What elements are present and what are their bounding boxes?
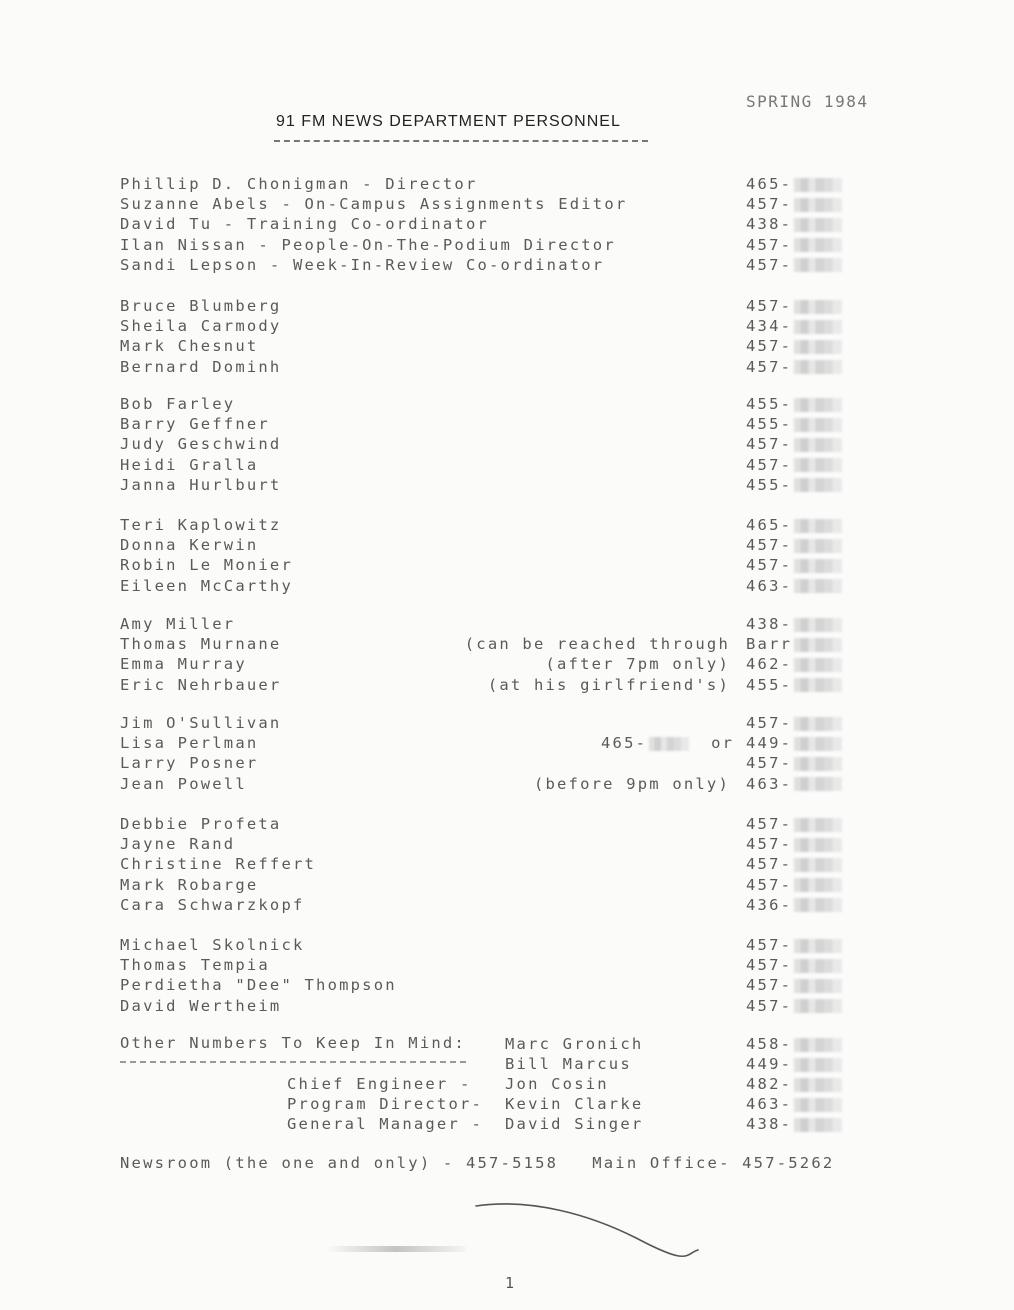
personnel-row: [0, 733, 1014, 753]
phone-number: [746, 414, 842, 434]
redacted-digits: [794, 340, 842, 354]
personnel-row: [0, 515, 1014, 535]
phone-prefix: 463-: [746, 1095, 793, 1113]
contact-name: David Singer: [505, 1115, 644, 1133]
phone-prefix: 457-: [746, 976, 793, 995]
phone-prefix: 462-: [746, 655, 793, 674]
phone-number: [746, 634, 842, 654]
redacted-digits: [794, 198, 842, 212]
phone-number: [746, 1074, 842, 1094]
phone-number: [746, 535, 842, 555]
person-name: Amy Miller: [120, 615, 236, 633]
personnel-row: [0, 214, 1014, 234]
personnel-row: [0, 255, 1014, 275]
phone-prefix: 463-: [746, 576, 793, 595]
role-label: General Manager -: [287, 1115, 484, 1133]
phone-number: [746, 854, 842, 874]
phone-prefix: 465-: [746, 175, 793, 193]
phone-number: [746, 834, 842, 854]
person-name: Sheila Carmody: [120, 317, 282, 336]
phone-number: [746, 1034, 842, 1054]
person-name: Barry Geffner: [120, 415, 270, 434]
person-name: Bruce Blumberg: [120, 297, 282, 315]
personnel-row: [0, 774, 1014, 794]
redacted-digits: [794, 559, 842, 573]
phone-number: [746, 174, 842, 194]
phone-prefix: 457-: [746, 435, 793, 454]
phone-prefix: 465-: [746, 516, 793, 534]
personnel-row: [0, 475, 1014, 495]
person-name: Suzanne Abels - On-Campus Assignments Editor: [120, 195, 628, 214]
phone-prefix: 457-: [746, 235, 793, 254]
phone-prefix: 463-: [746, 774, 793, 793]
redacted-digits: [794, 300, 842, 314]
phone-number: [746, 555, 842, 575]
phone-prefix: 457-: [746, 815, 793, 833]
phone-number: [746, 774, 842, 794]
redacted-digits: [794, 999, 842, 1013]
contact-name: Bill Marcus: [505, 1055, 632, 1073]
personnel-row: [0, 753, 1014, 773]
phone-prefix: 457-: [746, 855, 793, 874]
phone-number: [746, 935, 842, 955]
personnel-row: [0, 975, 1014, 995]
newsroom-number: Newsroom (the one and only) - 457-5158: [120, 1154, 559, 1172]
person-name: Jean Powell: [120, 774, 247, 793]
phone-prefix: 457-: [746, 195, 793, 214]
redacted-digits: [794, 838, 842, 852]
person-name: Thomas Murnane: [120, 635, 282, 654]
title-underline: [274, 140, 648, 142]
person-name: Mark Chesnut: [120, 337, 259, 356]
personnel-row: [0, 555, 1014, 575]
redacted-digits: [794, 478, 842, 492]
redacted-digits: [649, 737, 689, 751]
personnel-row: [0, 854, 1014, 874]
redacted-digits: [794, 539, 842, 553]
other-numbers-underline: [120, 1061, 466, 1063]
redacted-digits: [794, 1078, 842, 1092]
contact-note: (before 9pm only): [533, 774, 730, 793]
person-name: Sandi Lepson - Week-In-Review Co-ordinator: [120, 255, 605, 274]
redacted-digits: [794, 1038, 842, 1052]
person-name: Phillip D. Chonigman - Director: [120, 175, 478, 193]
redacted-digits: [794, 519, 842, 533]
person-name: Michael Skolnick: [120, 936, 305, 954]
redacted-digits: [794, 258, 842, 272]
person-name: David Tu - Training Co-ordinator: [120, 215, 490, 234]
alternate-phone: [601, 733, 734, 753]
page-number: 1: [505, 1274, 515, 1292]
personnel-row: [0, 875, 1014, 895]
phone-prefix: 455-: [746, 475, 793, 494]
personnel-row: [0, 576, 1014, 596]
personnel-row: [0, 394, 1014, 414]
phone-prefix: 438-: [746, 615, 793, 633]
person-name: David Wertheim: [120, 996, 282, 1015]
phone-number: [746, 194, 842, 214]
phone-number: [746, 296, 842, 316]
other-numbers-label: Other Numbers To Keep In Mind:: [120, 1034, 466, 1052]
phone-prefix: 458-: [746, 1035, 793, 1053]
phone-number: [746, 733, 842, 753]
person-name: Christine Reffert: [120, 855, 317, 874]
person-name: Larry Posner: [120, 754, 259, 773]
person-name: Eileen McCarthy: [120, 576, 293, 595]
personnel-row: [0, 935, 1014, 955]
phone-number: [746, 1094, 842, 1114]
phone-prefix: 482-: [746, 1075, 793, 1093]
redacted-digits: [794, 737, 842, 751]
personnel-row: [0, 316, 1014, 336]
phone-number: [746, 235, 842, 255]
personnel-row: [0, 414, 1014, 434]
person-name: Debbie Profeta: [120, 815, 282, 833]
person-name: Jim O'Sullivan: [120, 714, 282, 732]
redacted-digits: [794, 959, 842, 973]
smudge-mark: [326, 1246, 466, 1252]
phone-prefix: 455-: [746, 415, 793, 434]
redacted-digits: [794, 458, 842, 472]
phone-prefix: 457-: [746, 337, 793, 356]
personnel-row: [0, 455, 1014, 475]
season-label: SPRING 1984: [746, 92, 869, 111]
person-name: Janna Hurlburt: [120, 475, 282, 494]
phone-prefix: 457-: [746, 536, 793, 555]
redacted-digits: [794, 218, 842, 232]
phone-number: [746, 955, 842, 975]
phone-number: [746, 434, 842, 454]
redacted-digits: [794, 398, 842, 412]
person-name: Emma Murray: [120, 655, 247, 674]
phone-number: [746, 475, 842, 495]
phone-prefix: 449-: [746, 734, 793, 753]
personnel-row: [0, 535, 1014, 555]
redacted-digits: [794, 658, 842, 672]
redacted-digits: [794, 757, 842, 771]
phone-number: [746, 654, 842, 674]
phone-prefix: 457-: [746, 996, 793, 1015]
alternate-phone-prefix: 465-: [601, 734, 648, 753]
phone-prefix: 434-: [746, 317, 793, 336]
phone-prefix: 457-: [746, 455, 793, 474]
personnel-row: [0, 174, 1014, 194]
personnel-row: [0, 895, 1014, 915]
phone-prefix: 457-: [746, 936, 793, 954]
contact-name: Kevin Clarke: [505, 1095, 644, 1113]
phone-prefix: 455-: [746, 675, 793, 694]
personnel-row: [0, 713, 1014, 733]
redacted-digits: [794, 360, 842, 374]
or-label: or: [711, 734, 735, 753]
redacted-digits: [794, 238, 842, 252]
phone-number: [746, 394, 842, 414]
phone-number: [746, 214, 842, 234]
personnel-row: [0, 434, 1014, 454]
person-name: Teri Kaplowitz: [120, 516, 282, 534]
personnel-row: [0, 194, 1014, 214]
person-name: Heidi Gralla: [120, 455, 259, 474]
contact-name: Marc Gronich: [505, 1035, 644, 1053]
personnel-row: [0, 675, 1014, 695]
redacted-digits: [794, 638, 842, 652]
personnel-row: [0, 614, 1014, 634]
person-name: Lisa Perlman: [120, 734, 259, 753]
person-name: Donna Kerwin: [120, 536, 259, 555]
phone-number: [746, 255, 842, 275]
phone-prefix: 457-: [746, 255, 793, 274]
redacted-digits: [794, 939, 842, 953]
phone-prefix: 457-: [746, 714, 793, 732]
person-name: Ilan Nissan - People-On-The-Podium Director: [120, 235, 616, 254]
page-title: 91 FM NEWS DEPARTMENT PERSONNEL: [276, 113, 621, 130]
contact-note: (after 7pm only): [545, 655, 730, 674]
phone-prefix: 455-: [746, 395, 793, 413]
person-name: Bernard Dominh: [120, 357, 282, 376]
person-name: Bob Farley: [120, 395, 236, 413]
role-label: Chief Engineer -: [287, 1075, 472, 1093]
redacted-digits: [794, 1118, 842, 1132]
phone-number: [746, 455, 842, 475]
personnel-row: [0, 654, 1014, 674]
contact-note: (can be reached through: [464, 635, 730, 654]
phone-number: [746, 713, 842, 733]
personnel-row: [0, 996, 1014, 1016]
role-label: Program Director-: [287, 1095, 484, 1113]
personnel-row: [0, 834, 1014, 854]
phone-prefix: 457-: [746, 357, 793, 376]
phone-number: [746, 357, 842, 377]
phone-number: [746, 875, 842, 895]
redacted-digits: [794, 717, 842, 731]
phone-prefix: 457-: [746, 956, 793, 975]
personnel-row: [0, 955, 1014, 975]
person-name: Perdietha "Dee" Thompson: [120, 976, 397, 995]
redacted-digits: [794, 979, 842, 993]
pen-stroke-mark: [470, 1196, 710, 1266]
redacted-digits: [794, 898, 842, 912]
redacted-digits: [794, 878, 842, 892]
person-name: Judy Geschwind: [120, 435, 282, 454]
phone-number: [746, 1114, 842, 1134]
phone-number: [746, 336, 842, 356]
redacted-digits: [794, 438, 842, 452]
phone-prefix: 457-: [746, 754, 793, 773]
footer-line: [120, 1154, 834, 1172]
redacted-digits: [794, 320, 842, 334]
phone-prefix: 449-: [746, 1055, 793, 1073]
personnel-row: [0, 357, 1014, 377]
redacted-digits: [794, 418, 842, 432]
redacted-digits: [794, 178, 842, 192]
redacted-digits: [794, 618, 842, 632]
phone-prefix: 457-: [746, 556, 793, 575]
phone-number: [746, 614, 842, 634]
redacted-digits: [794, 678, 842, 692]
phone-number: [746, 316, 842, 336]
phone-prefix: 438-: [746, 1115, 793, 1133]
phone-number: [746, 1054, 842, 1074]
contact-name: Jon Cosin: [505, 1075, 609, 1093]
redacted-digits: [794, 1058, 842, 1072]
redacted-digits: [794, 579, 842, 593]
personnel-row: [0, 634, 1014, 654]
phone-number: [746, 515, 842, 535]
person-name: Cara Schwarzkopf: [120, 895, 305, 914]
phone-prefix: 436-: [746, 895, 793, 914]
phone-prefix: 457-: [746, 835, 793, 854]
redacted-digits: [794, 1098, 842, 1112]
phone-prefix: 438-: [746, 215, 793, 234]
contact-note: (at his girlfriend's): [487, 675, 730, 694]
phone-prefix: 457-: [746, 875, 793, 894]
phone-prefix: Barr: [746, 635, 793, 654]
person-name: Mark Robarge: [120, 875, 259, 894]
phone-number: [746, 895, 842, 915]
phone-number: [746, 753, 842, 773]
phone-number: [746, 675, 842, 695]
phone-number: [746, 576, 842, 596]
person-name: Jayne Rand: [120, 835, 236, 854]
redacted-digits: [794, 777, 842, 791]
person-name: Thomas Tempia: [120, 956, 270, 975]
person-name: Eric Nehrbauer: [120, 675, 282, 694]
phone-number: [746, 996, 842, 1016]
personnel-row: [0, 296, 1014, 316]
redacted-digits: [794, 818, 842, 832]
phone-number: [746, 975, 842, 995]
phone-number: [746, 814, 842, 834]
personnel-row: [0, 336, 1014, 356]
personnel-row: [0, 814, 1014, 834]
main-office-number: Main Office- 457-5262: [592, 1154, 835, 1172]
redacted-digits: [794, 858, 842, 872]
personnel-row: [0, 235, 1014, 255]
person-name: Robin Le Monier: [120, 556, 293, 575]
phone-prefix: 457-: [746, 297, 793, 315]
